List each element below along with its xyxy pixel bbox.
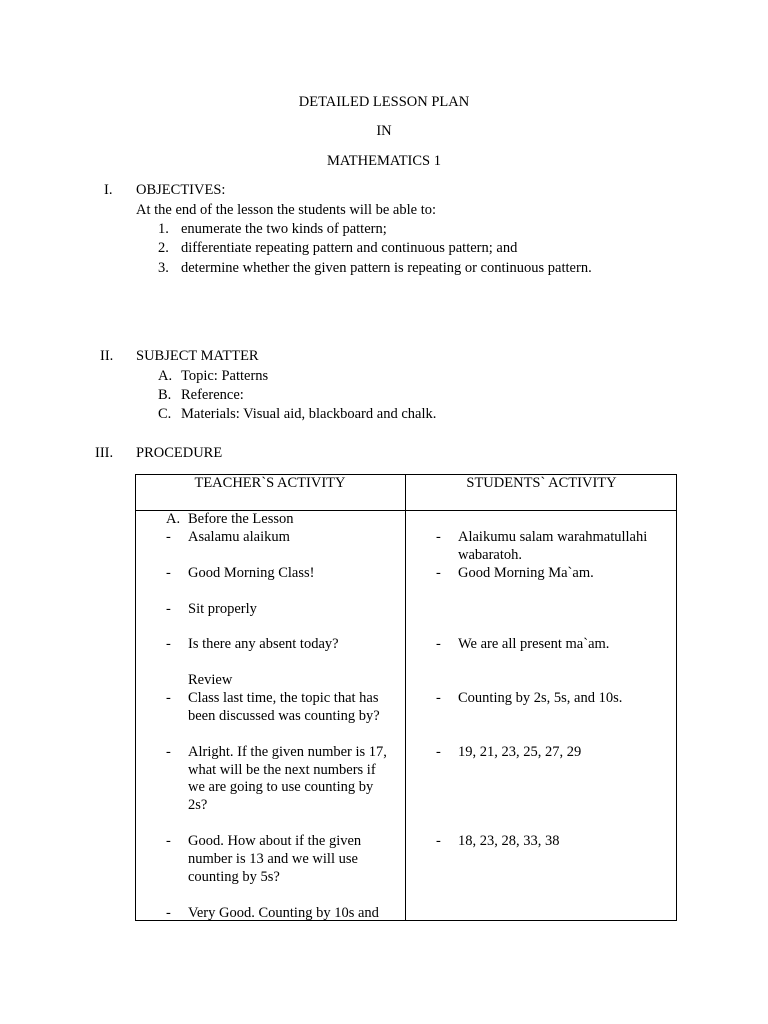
teacher-line: Very Good. Counting by 10s and xyxy=(188,905,379,921)
teacher-line: 2s? xyxy=(188,797,208,813)
teacher-line: Is there any absent today? xyxy=(188,636,339,652)
list-dash: - xyxy=(436,529,441,545)
students-activity-header: STUDENTS` ACTIVITY xyxy=(466,475,617,491)
teacher-line: Asalamu alaikum xyxy=(188,529,290,545)
review-label: Review xyxy=(188,672,233,688)
subject-matter-materials: Materials: Visual aid, blackboard and chalk. xyxy=(181,406,437,422)
student-line: Alaikumu salam warahmatullahi xyxy=(458,529,648,545)
subject-matter-heading: SUBJECT MATTER xyxy=(136,348,259,364)
teacher-line: we are going to use counting by xyxy=(188,779,374,795)
list-dash: - xyxy=(166,529,171,545)
teacher-line: Good Morning Class! xyxy=(188,565,315,581)
teacher-line: number is 13 and we will use xyxy=(188,851,358,867)
objective-item: determine whether the given pattern is repeating or continuous pattern. xyxy=(181,260,592,276)
objective-number: 1. xyxy=(158,221,169,237)
student-line: 18, 23, 28, 33, 38 xyxy=(458,833,560,849)
objective-item: enumerate the two kinds of pattern; xyxy=(181,221,387,237)
section-numeral-procedure: III. xyxy=(95,445,114,461)
objectives-intro: At the end of the lesson the students will be able to: xyxy=(136,202,437,218)
procedure-heading: PROCEDURE xyxy=(136,445,223,461)
list-dash: - xyxy=(166,636,171,652)
list-dash: - xyxy=(436,744,441,760)
objectives-heading: OBJECTIVES: xyxy=(136,182,226,198)
student-line: We are all present ma`am. xyxy=(458,636,610,652)
student-line: Counting by 2s, 5s, and 10s. xyxy=(458,690,623,706)
list-dash: - xyxy=(166,690,171,706)
document-title: DETAILED LESSON PLAN xyxy=(298,94,470,110)
teacher-line: Class last time, the topic that has xyxy=(188,690,379,706)
objective-item: differentiate repeating pattern and continuous pattern; and xyxy=(181,240,518,256)
student-line: wabaratoh. xyxy=(458,547,523,563)
list-dash: - xyxy=(436,636,441,652)
list-dash: - xyxy=(166,833,171,849)
list-dash: - xyxy=(166,905,171,921)
teacher-line: counting by 5s? xyxy=(188,869,280,885)
teacher-line: Sit properly xyxy=(188,601,257,617)
teacher-line: Good. How about if the given xyxy=(188,833,362,849)
subject-matter-letter: C. xyxy=(158,406,172,422)
teacher-line: Alright. If the given number is 17, xyxy=(188,744,387,760)
teacher-line: been discussed was counting by? xyxy=(188,708,380,724)
teacher-activity-header: TEACHER`S ACTIVITY xyxy=(194,475,346,491)
subject-matter-letter: A. xyxy=(158,368,173,384)
section-letter: A. xyxy=(166,511,181,527)
section-numeral-objectives: I. xyxy=(104,182,113,198)
objective-number: 3. xyxy=(158,260,169,276)
objective-number: 2. xyxy=(158,240,169,256)
list-dash: - xyxy=(166,601,171,617)
table-column-divider xyxy=(405,474,406,921)
document-title-in: IN xyxy=(376,123,392,139)
subject-matter-letter: B. xyxy=(158,387,172,403)
list-dash: - xyxy=(436,565,441,581)
list-dash: - xyxy=(436,833,441,849)
student-line: 19, 21, 23, 25, 27, 29 xyxy=(458,744,582,760)
subject-matter-topic: Topic: Patterns xyxy=(181,368,269,384)
section-numeral-subject-matter: II. xyxy=(100,348,114,364)
list-dash: - xyxy=(436,690,441,706)
list-dash: - xyxy=(166,744,171,760)
list-dash: - xyxy=(166,565,171,581)
document-subject-title: MATHEMATICS 1 xyxy=(327,153,441,169)
subject-matter-reference: Reference: xyxy=(181,387,244,403)
teacher-line: what will be the next numbers if xyxy=(188,762,376,778)
student-line: Good Morning Ma`am. xyxy=(458,565,594,581)
section-title: Before the Lesson xyxy=(188,511,294,527)
